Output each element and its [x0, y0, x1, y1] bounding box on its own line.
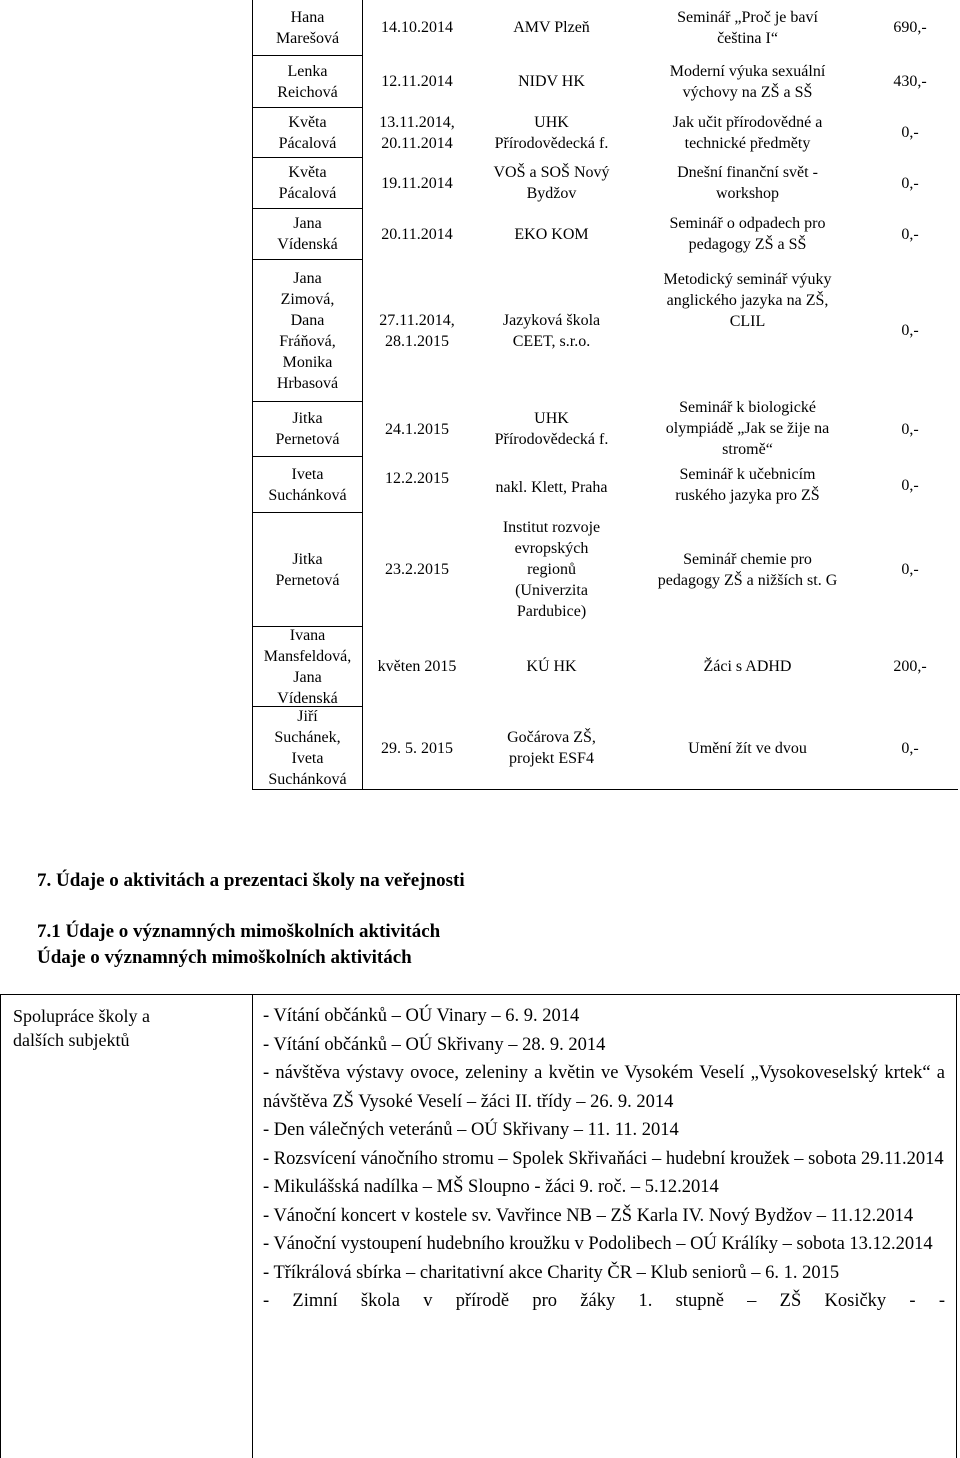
table-row-date: 27.11.2014, 28.1.2015 — [379, 311, 455, 350]
table-row-org: EKO KOM — [514, 225, 589, 243]
list-item: - Tříkrálová sbírka – charitativní akce Charity ČR – Klub seniorů – 6. 1. 2015 — [263, 1262, 840, 1283]
table-row-price: 200,- — [893, 657, 927, 675]
table-row-date: 24.1.2015 — [385, 420, 449, 438]
section-heading: 7. Údaje o aktivitách a prezentaci školy na veřejnosti — [37, 870, 465, 891]
table-row-title: Moderní výuka sexuální výchovy na ZŠ a SŠ — [669, 62, 826, 101]
table-bottom-border — [252, 789, 958, 790]
table-row-title: Seminář k učebnicím ruského jazyka pro ZŠ — [675, 466, 820, 504]
table-row-org: NIDV HK — [518, 73, 585, 90]
table-row-title: Žáci s ADHD — [703, 657, 792, 675]
list-item: - Vítání občánků – OÚ Vinary – 6. 9. 2014 — [263, 1006, 580, 1026]
table-row-price: 690,- — [893, 19, 927, 36]
table-row-date: květen 2015 — [377, 657, 457, 675]
list-item: - Vánoční koncert v kostele sv. Vavřince NB – ZŠ Karla IV. Nový Bydžov – 11.12.2014 — [263, 1205, 914, 1226]
list-item: - Vánoční vystoupení hudebního kroužku v Podolibech – OÚ Králíky – sobota 13.12.2014 — [263, 1234, 933, 1254]
table-row-title: Umění žít ve dvou — [688, 739, 807, 757]
table-row-price: 0,- — [901, 420, 919, 438]
table-row-title: Seminář o odpadech pro pedagogy ZŠ a SŠ — [669, 215, 826, 253]
table-row-price: 430,- — [893, 73, 927, 90]
table-row-names: Ivana Mansfeldová, Jana Vídenská — [263, 626, 352, 707]
list-item: - návštěva výstavy ovoce, zeleniny a květin ve Vysokém Veselí „Vysokoveselský krtek“ a návštěva ZŠ Vysoké Veselí – žáci II. třídy – 26. 9. 2014 — [263, 1063, 945, 1112]
table-row-title: Dnešní finanční svět - workshop — [677, 164, 818, 202]
table-row-names: Květa Pácalová — [278, 113, 337, 152]
table-row-names: Jana Vídenská — [277, 215, 338, 253]
list-item: - Den válečných veteránů – OÚ Skřivany – 11. 11. 2014 — [263, 1120, 679, 1140]
subsection-heading: 7.1 Údaje o významných mimoškolních aktivitách — [37, 921, 441, 942]
table-row-names: Jitka Pernetová — [275, 550, 340, 589]
table-row-price: 0,- — [901, 225, 919, 243]
table-row-title: Seminář chemie pro pedagogy ZŠ a nižších st. G — [657, 550, 838, 589]
table-row-date: 12.11.2014 — [381, 73, 453, 90]
table-row-date: 12.2.2015 — [385, 469, 449, 487]
table-row-price: 0,- — [901, 739, 919, 757]
table-row-org: VOŠ a SOŠ Nový Bydžov — [493, 164, 610, 202]
table-row-date: 23.2.2015 — [385, 561, 449, 578]
subsection-heading-repeat: Údaje o významných mimoškolních aktivitách — [37, 947, 412, 968]
table-row-names: Jana Zimová, Dana Fráňová, Monika Hrbasová — [276, 269, 339, 392]
table-row-names: Jitka Pernetová — [275, 410, 340, 448]
table-row-date: 14.10.2014 — [381, 19, 453, 36]
list-item: - Mikulášská nadílka – MŠ Sloupno - žáci 9. roč. – 5.12.2014 — [263, 1177, 719, 1197]
table-row-date: 29. 5. 2015 — [381, 739, 453, 757]
table-row-title: Seminář „Proč je baví čeština I“ — [677, 8, 818, 47]
list-item: - Zimní škola v přírodě pro žáky 1. stupně – ZŠ Kosičky - - — [263, 1291, 945, 1311]
table-row-org: Jazyková škola CEET, s.r.o. — [502, 311, 601, 350]
table-row-names: Lenka Reichová — [277, 62, 338, 101]
table-row-date: 19.11.2014 — [381, 174, 453, 192]
table-row-names: Jiří Suchánek, Iveta Suchánková — [268, 708, 347, 788]
activities-label: Spolupráce školy a dalších subjektů — [13, 1006, 150, 1050]
table-row-price: 0,- — [901, 124, 919, 141]
table-row-names: Květa Pácalová — [278, 164, 337, 202]
table-row-org: UHK Přírodovědecká f. — [494, 410, 609, 448]
table-row-org: nakl. Klett, Praha — [495, 478, 608, 496]
table-row-price: 0,- — [901, 322, 919, 339]
table-row-date: 13.11.2014, 20.11.2014 — [379, 113, 455, 152]
table-row-org: Gočárova ZŠ, projekt ESF4 — [507, 729, 596, 767]
table-row-price: 0,- — [901, 174, 919, 192]
table-row-org: AMV Plzeň — [513, 19, 590, 36]
table-row-date: 20.11.2014 — [381, 225, 453, 243]
activities-list — [263, 1002, 945, 1316]
table-row-title: Jak učit přírodovědné a technické předměty — [672, 113, 823, 152]
table-row-price: 0,- — [901, 561, 919, 578]
list-item: - Vítání občánků – OÚ Skřivany – 28. 9. 2014 — [263, 1034, 606, 1055]
table-row-org: Institut rozvoje evropských regionů (Univerzita Pardubice) — [502, 519, 601, 620]
table-row-title: Seminář k biologické olympiádě „Jak se žije na stromě“ — [665, 398, 830, 458]
list-item: - Rozsvícení vánočního stromu – Spolek Skřivaňáci – hudební kroužek – sobota 29.11.2014 — [263, 1148, 944, 1169]
table-row-title: Metodický seminář výuky anglického jazyka na ZŠ, CLIL — [663, 270, 832, 330]
table-row-names: Iveta Suchánková — [268, 465, 347, 504]
table-row-org: UHK Přírodovědecká f. — [494, 113, 609, 152]
table-row-org: KÚ HK — [526, 657, 577, 675]
table-row-names: Hana Marešová — [275, 8, 340, 47]
table-row-price: 0,- — [901, 476, 919, 494]
